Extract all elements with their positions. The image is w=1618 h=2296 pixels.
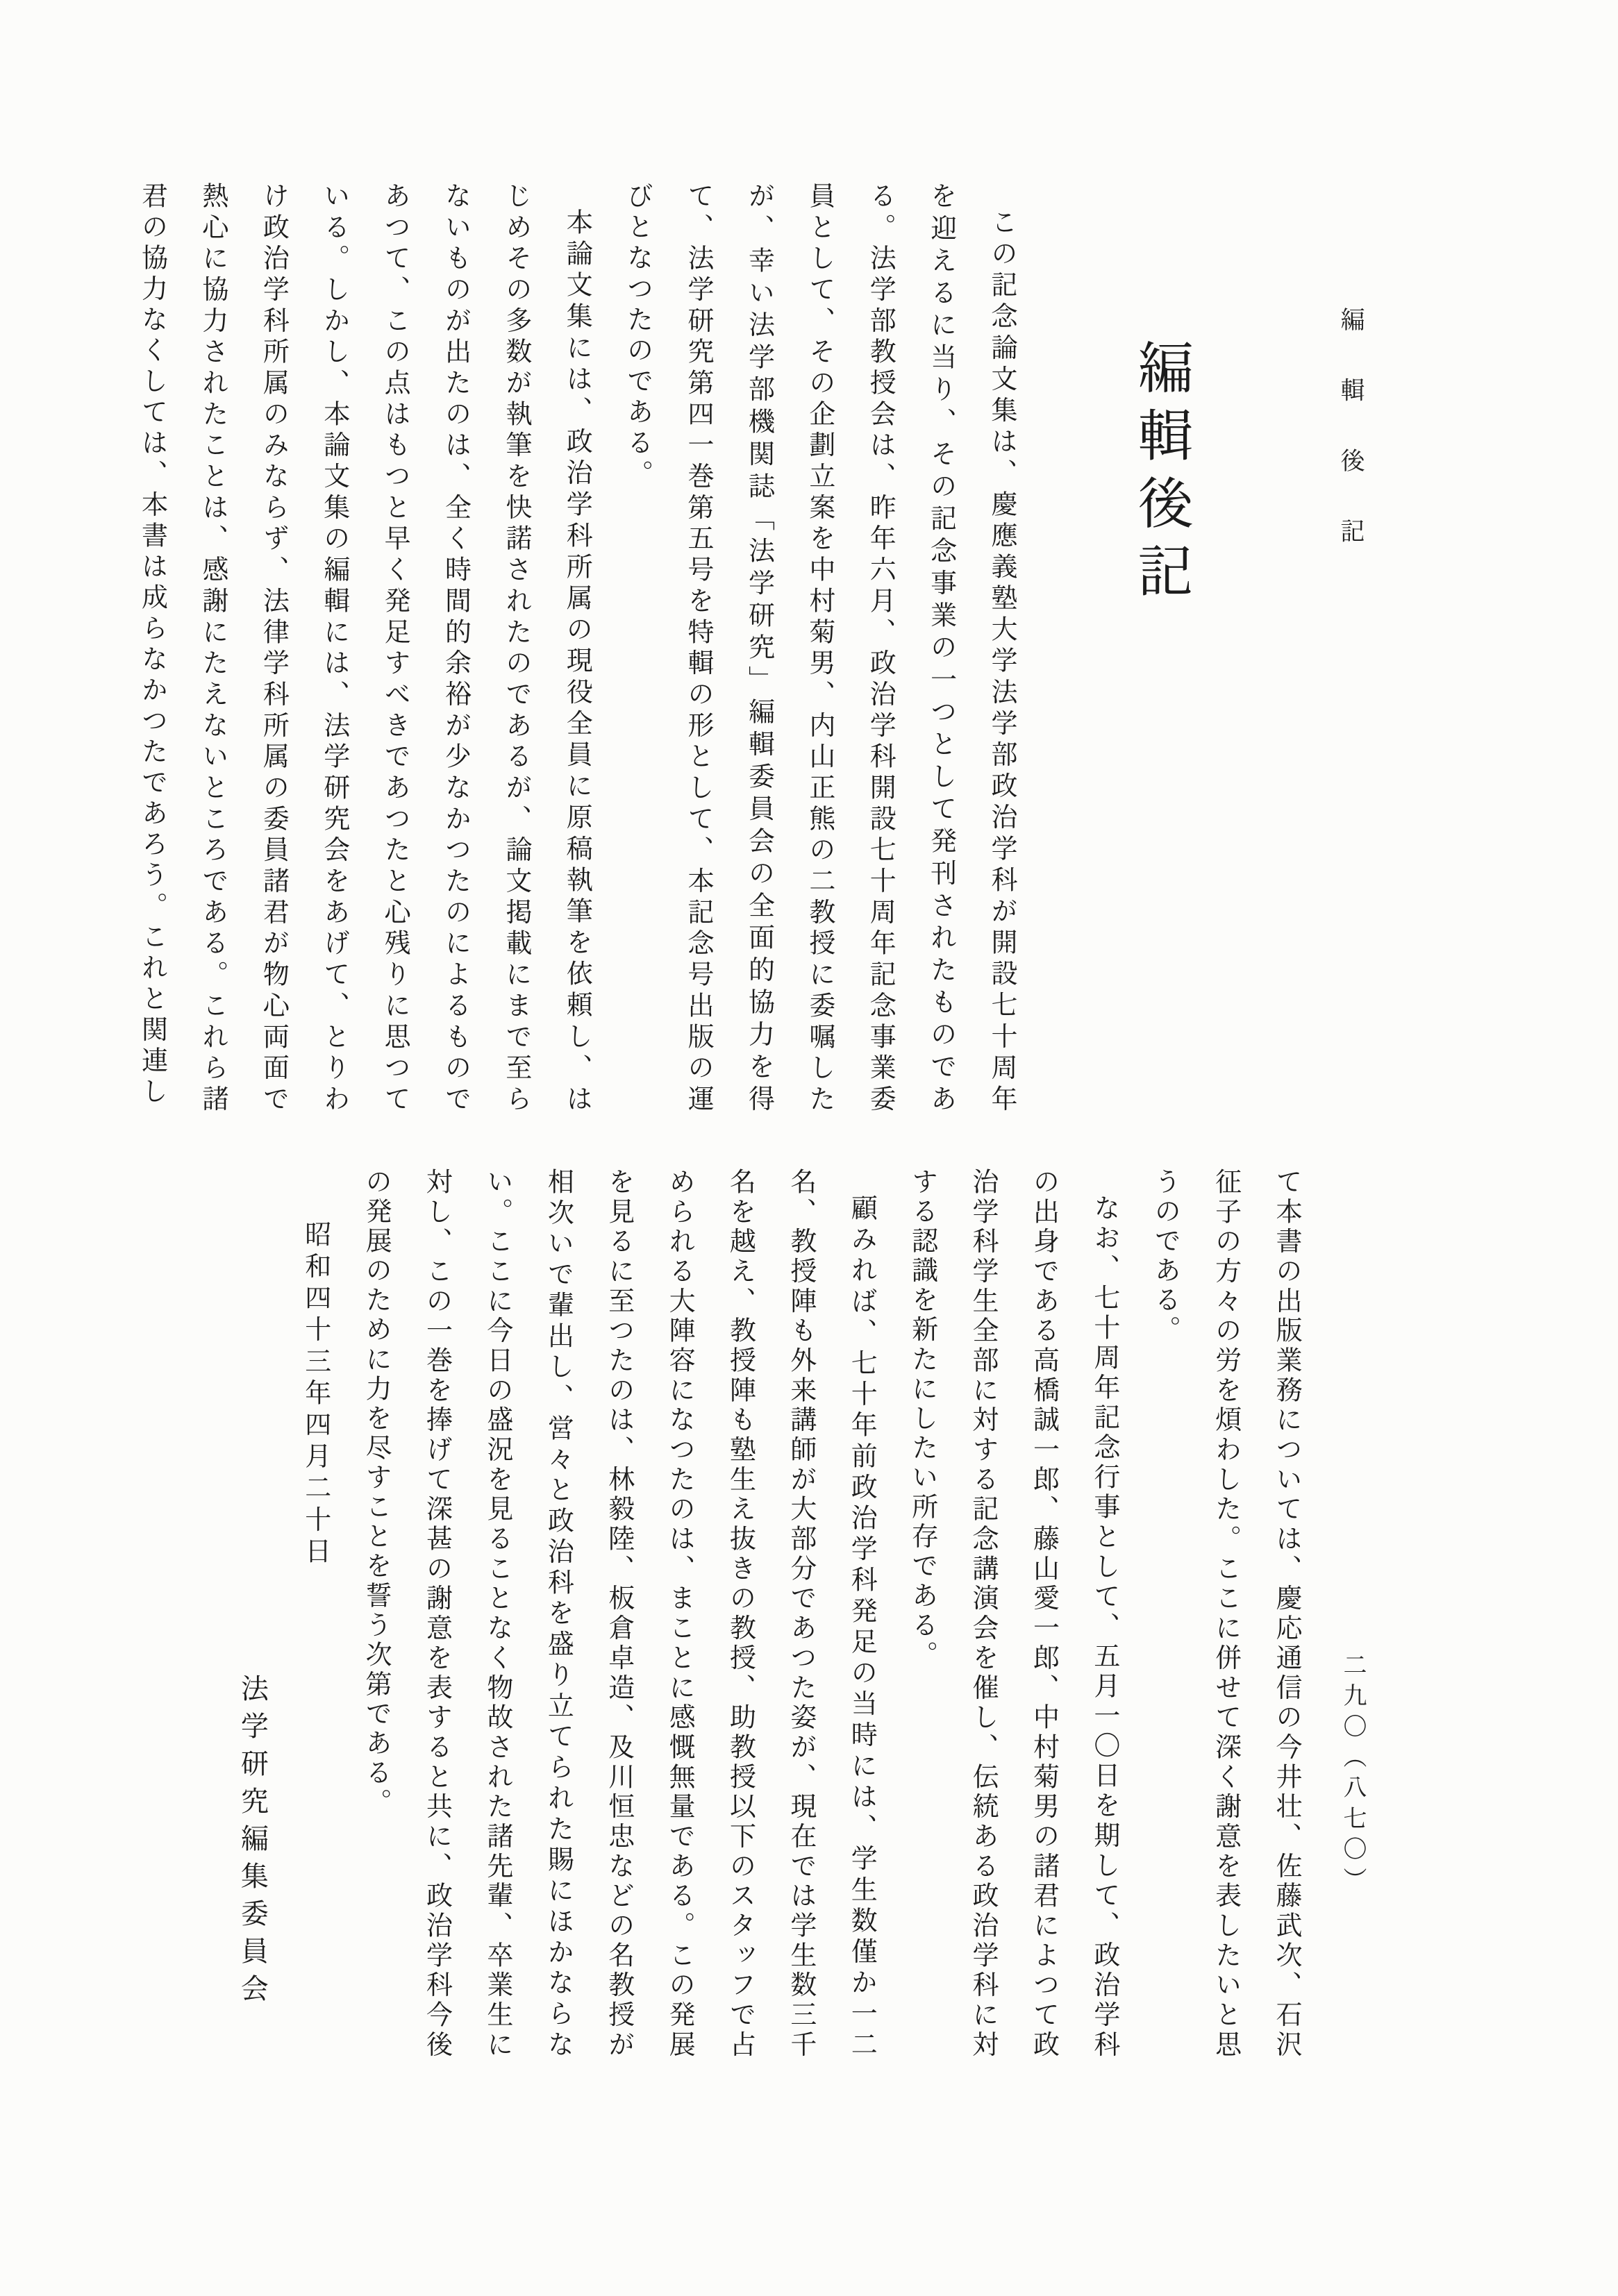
running-header: 編輯後記: [1337, 307, 1365, 589]
paragraph: て本書の出版業務については、慶応通信の今井壮、佐藤武次、石沢征子の方々の労を煩わした。ここに併せて深く謝意を表したいと思うのである。: [1150, 1168, 1301, 2060]
paragraph: なお、七十周年記念行事として、五月一〇日を期して、政治学科の出身である高橋誠一郎、藤山愛一郎、中村菊男の諸君によつて政治学科学生全部に対する記念講演会を催し、伝統ある政治学科に対する認識を新たにしたい所存である。: [907, 1168, 1119, 2060]
page-number: 二九〇（八七〇）: [1340, 1652, 1365, 1898]
page-title: 編輯後記: [1129, 339, 1190, 610]
paragraph: 本論文集には、政治学科所属の現役全員に原稿執筆を依頼し、はじめその多数が執筆を快諾されたのであるが、論文掲載にまで至らないものが出たのは、全く時間的余裕が少なかつたのによるものであつて、この点はもつと早く発足すべきであつたと心残りに思つている。しかし、本論文集の編輯には、法学研究会をあげて、とりわけ政治学科所属のみならず、法律学科所属の委員諸君が物心両面で熱心に協力されたことは、感謝にたえないところである。これら諸君の協力なくしては、本書は成らなかつたであろう。これと関連し: [137, 182, 592, 1116]
paragraph: この記念論文集は、慶應義塾大学法学部政治学科が開設七十周年を迎えるに当り、その記念事業の一つとして発刊されたものである。法学部教授会は、昨年六月、政治学科開設七十周年記念事業委員として、その企劃立案を中村菊男、内山正熊の二教授に委嘱したが、幸い法学部機関誌「法学研究」編輯委員会の全面的協力を得て、法学研究第四一巻第五号を特輯の形として、本記念号出版の運びとなつたのである。: [622, 182, 1016, 1116]
date-line: 昭和四十三年四月二十日: [300, 1221, 330, 1569]
signature-line: 法学研究編集委員会: [237, 1674, 269, 2011]
upper-text-block: [108, 182, 1031, 1116]
lower-text-block: [205, 1168, 1316, 2060]
paragraph: 顧みれば、七十年前政治学科発足の当時には、学生数僅か一二名、教授陣も外来講師が大部分であつた姿が、現在では学生数三千名を越え、教授陣も塾生え抜きの教授、助教授以下のスタッフで占められる大陣容になつたのは、まことに感慨無量である。この発展を見るに至つたのは、林毅陸、板倉卓造、及川恒忠などの名教授が相次いで輩出し、営々と政治科を盛り立てられた賜にほかならない。ここに今日の盛況を見ることなく物故された諸先輩、卒業生に対し、この一巻を捧げて深甚の謝意を表すると共に、政治学科今後の発展のために力を尽すことを誓う次第である。: [361, 1168, 876, 2060]
